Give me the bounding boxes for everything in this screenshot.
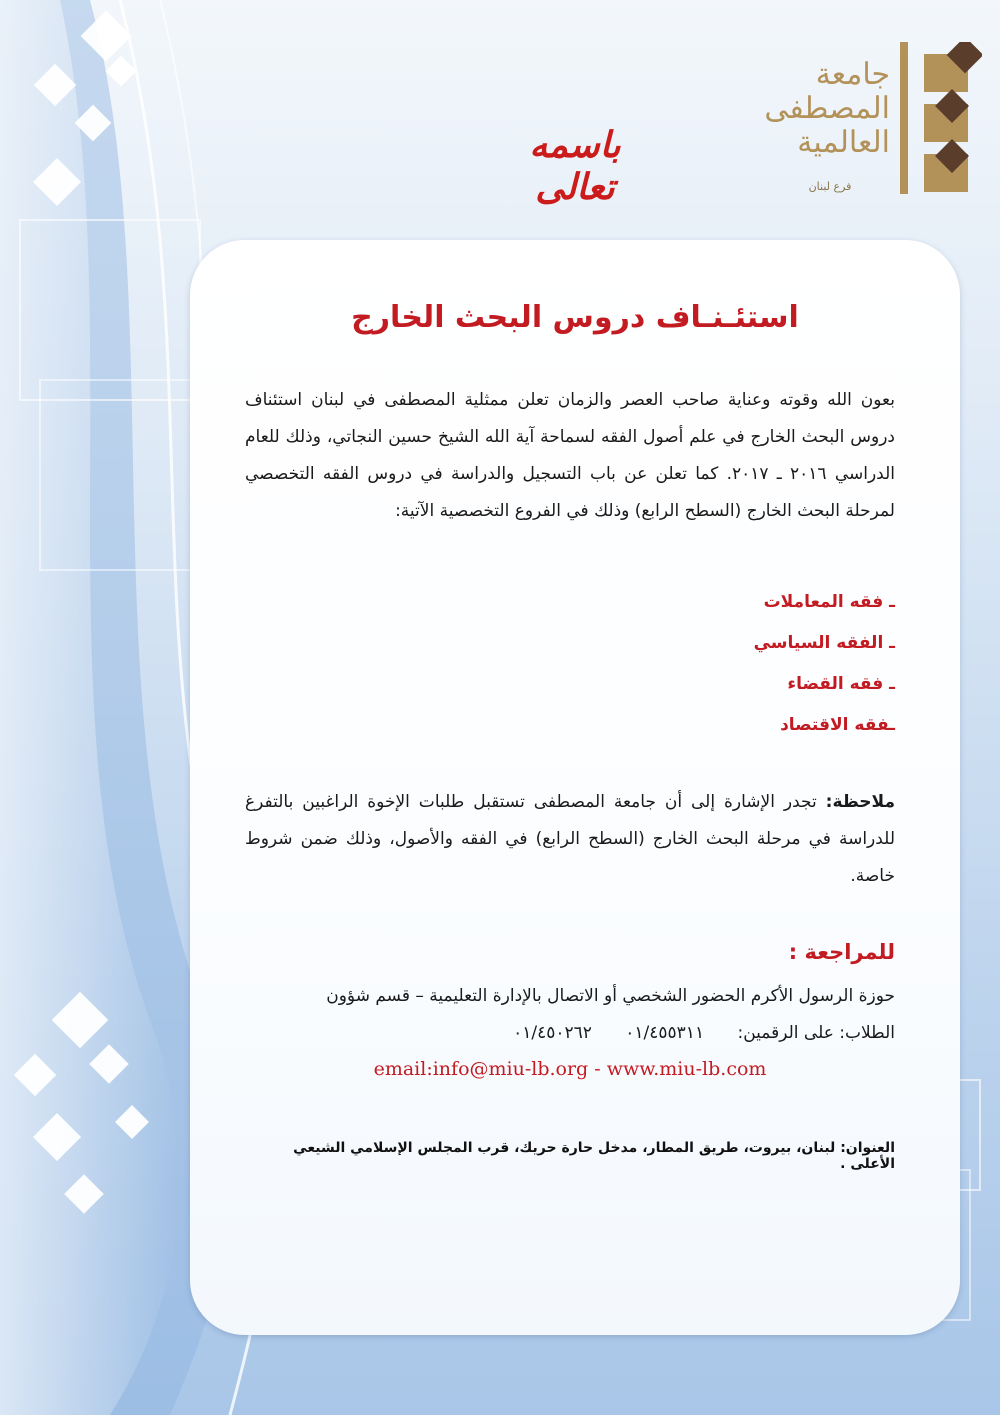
branches-list — [245, 582, 895, 746]
university-emblem-icon — [900, 42, 982, 194]
branch-item: ـ الفقه السياسي — [753, 633, 895, 653]
phones-label: الطلاب: على الرقمين: — [737, 1023, 895, 1043]
logo-line-2: المصطفى — [764, 91, 890, 126]
phone-number-2[interactable]: ٠١/٤٥٠٢٦٢ — [513, 1023, 592, 1043]
note-text: تجدر الإشارة إلى أن جامعة المصطفى تستقبل طلبات الإخوة الراغبين بالتفرغ للدراسة في مرحلة البحث الخارج (السطح الرابع) في الفقه والأصول، وذلك ضمن شروط خاصة. — [245, 792, 895, 886]
contact-heading: للمراجعة : — [788, 940, 895, 964]
note-paragraph — [245, 784, 895, 895]
logo-wordmark — [760, 58, 890, 160]
intro-paragraph: بعون الله وقوته وعناية صاحب العصر والزمان تعلن ممثلية المصطفى في لبنان استئناف دروس البحث الخارج في علم أصول الفقه لسماحة آية الله الشيخ حسين النجاتي، وذلك للعام الدراسي ٢٠١٦ ـ ٢٠١٧. كما تعلن عن باب التسجيل والدراسة في دروس الفقه التخصصي لمرحلة البحث الخارج (السطح الرابع) وذلك في الفروع التخصصية الآتية: — [245, 390, 895, 521]
page-title: استئـنـاف دروس البحث الخارج — [351, 300, 799, 335]
address-line: العنوان: لبنان، بيروت، طريق المطار، مدخل حارة حريك، قرب المجلس الإسلامي الشيعي الأعلى . — [293, 1140, 895, 1172]
logo-line-3: العالمية — [797, 125, 890, 160]
branch-item: ـ فقه القضاء — [787, 674, 895, 694]
phone-number-1[interactable]: ٠١/٤٥٥٣١١ — [625, 1023, 705, 1043]
branch-item: ـفقه الاقتصاد — [780, 715, 895, 735]
branch-item: ـ فقه المعاملات — [763, 592, 895, 612]
phone-numbers — [245, 1018, 895, 1048]
note-label: ملاحظة: — [825, 792, 895, 812]
logo-line-1: جامعة — [815, 57, 890, 92]
logo-subtitle: فرع لبنان — [808, 180, 852, 193]
email-website-link[interactable]: email:info@miu-lb.org - www.miu-lb.com — [373, 1058, 767, 1080]
contact-text: حوزة الرسول الأكرم الحضور الشخصي أو الاتصال بالإدارة التعليمية – قسم شؤون — [326, 986, 895, 1006]
basmala-heading: باسمه تعالى — [529, 124, 621, 208]
